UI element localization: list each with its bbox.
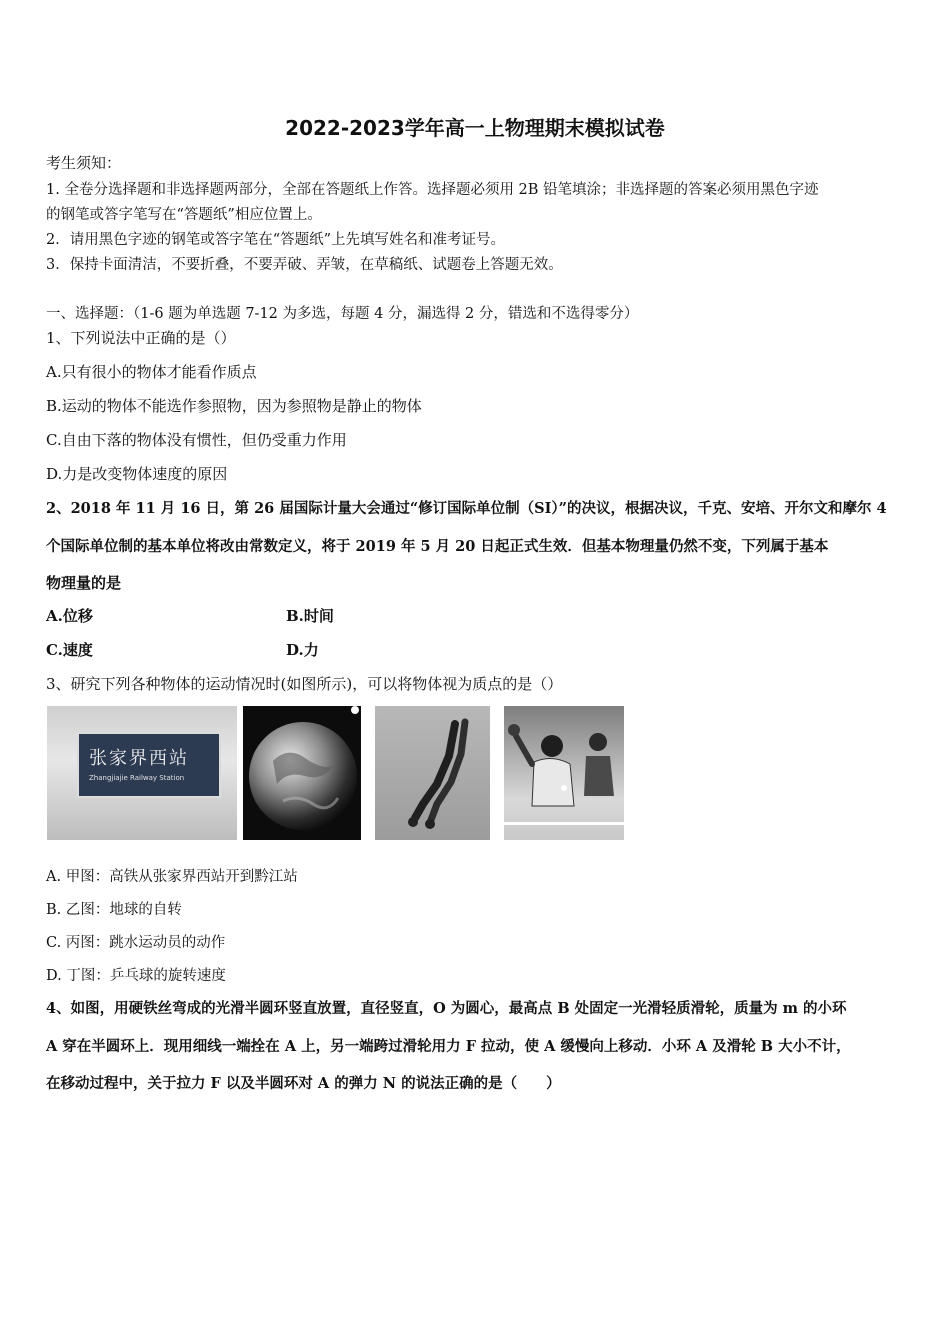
question-3-figures: [47, 706, 647, 840]
question-3-option-c: C. 丙图：跳水运动员的动作: [46, 935, 226, 951]
question-3-option-d: D. 丁图：乒乓球的旋转速度: [46, 968, 226, 984]
question-4-stem: 在移动过程中，关于拉力 F 以及半圆环对 A 的弹力 N 的说法正确的是（ ）: [46, 1075, 561, 1092]
question-1-option-d: D.力是改变物体速度的原因: [46, 465, 228, 483]
earth-photo: [243, 706, 361, 840]
notice-item: 的钢笔或答字笔写在“答题纸”相应位置上。: [46, 207, 322, 223]
question-1-option-c: C.自由下落的物体没有惯性，但仍受重力作用: [46, 431, 347, 449]
question-1-option-b: B.运动的物体不能选作参照物，因为参照物是静止的物体: [46, 397, 422, 415]
question-2-stem: 物理量的是: [46, 574, 122, 592]
section-heading: 一、选择题：（1-6 题为单选题 7-12 为多选，每题 4 分，漏选得 2 分，错选和不选得零分）: [46, 306, 639, 322]
question-2-option-b: B.时间: [286, 607, 334, 625]
question-2-option-c: C.速度: [46, 641, 93, 659]
station-sign-photo: [47, 706, 237, 840]
question-3-option-b: B. 乙图：地球的自转: [46, 902, 182, 918]
question-3-stem: 3、研究下列各种物体的运动情况时(如图所示)，可以将物体视为质点的是（）: [46, 675, 563, 693]
question-1-stem: 1、下列说法中正确的是（）: [46, 329, 236, 347]
question-2-option-row: [46, 605, 334, 626]
notice-item: 3．保持卡面清洁，不要折叠，不要弄破、弄皱，在草稿纸、试题卷上答题无效。: [46, 257, 563, 273]
notice-item: 2．请用黑色字迹的钢笔或答字笔在“答题纸”上先填写姓名和准考证号。: [46, 232, 506, 248]
station-sign: [77, 732, 221, 798]
question-2-option-a: A.位移: [46, 607, 93, 625]
notice-item: 1. 全卷分选择题和非选择题两部分，全部在答题纸上作答。选择题必须用 2B 铅笔填涂；非选择题的答案必须用黑色字迹: [46, 182, 819, 198]
station-sign-text: 张家界西站: [89, 748, 189, 769]
question-4-stem: 4、如图，用硬铁丝弯成的光滑半圆环竖直放置，直径竖直，O 为圆心，最高点 B 处固定一光滑轻质滑轮，质量为 m 的小环: [46, 1000, 847, 1017]
station-sign-subtext: Zhangjiajie Railway Station: [89, 774, 185, 782]
question-2-stem: 个国际单位制的基本单位将改由常数定义，将于 2019 年 5 月 20 日起正式生效．但基本物理量仍然不变，下列属于基本: [46, 538, 829, 555]
table-tennis-photo: [504, 706, 624, 840]
diving-photo: [375, 706, 490, 840]
question-2-option-d: D.力: [286, 641, 319, 659]
question-1-option-a: A.只有很小的物体才能看作质点: [46, 363, 257, 381]
page-title: 2022-2023学年高一上物理期末模拟试卷: [285, 116, 665, 140]
question-4-stem: A 穿在半圆环上．现用细线一端拴在 A 上，另一端跨过滑轮用力 F 拉动，使 A 缓慢向上移动．小环 A 及滑轮 B 大小不计，: [46, 1038, 851, 1055]
question-2-option-row: [46, 639, 319, 660]
question-3-option-a: A. 甲图：高铁从张家界西站开到黔江站: [46, 869, 298, 885]
notice-heading: 考生须知：: [46, 154, 122, 172]
question-2-stem: 2、2018 年 11 月 16 日，第 26 届国际计量大会通过“修订国际单位制（SI）”的决议，根据决议，千克、安培、开尔文和摩尔 4: [46, 500, 887, 517]
